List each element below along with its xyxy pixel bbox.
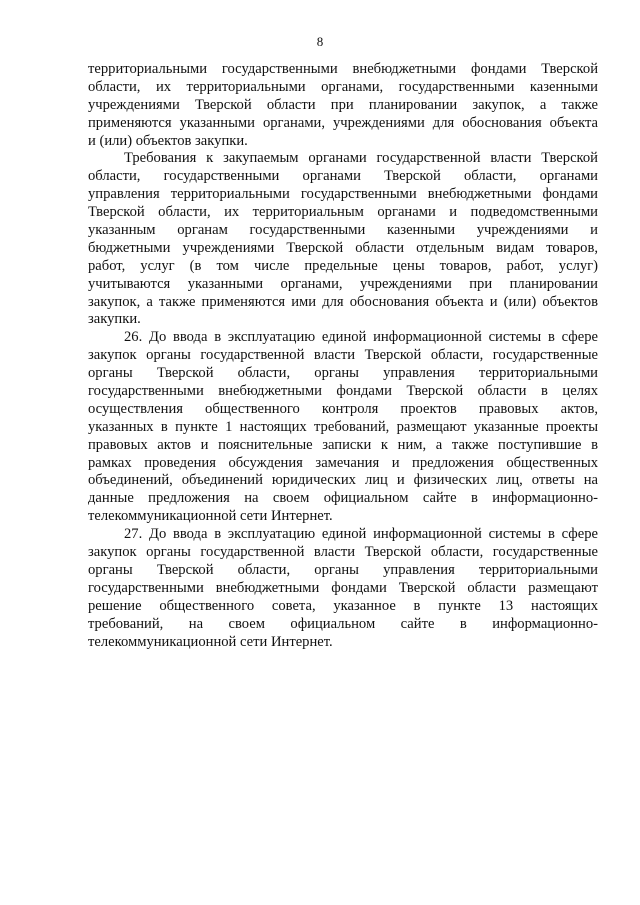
text-line: 26. До ввода в эксплуатацию единой информационной системы в сфере [124, 329, 598, 346]
text-line: области, государственными органами Тверской области, органами [88, 168, 598, 185]
text-line: учитываются указанными органами, учреждениями при планировании [88, 275, 598, 292]
text-line: указанным органам государственными казенными учреждениями и [88, 222, 598, 239]
text-line: осуществления общественного контроля проектов правовых актов, [88, 400, 598, 417]
text-line: применяются указанными органами, учреждениями для обоснования объекта [88, 114, 598, 131]
paragraph-p1-continuation [88, 61, 598, 150]
text-line: государственными внебюджетными фондами Тверской области размещают [88, 579, 598, 596]
document-body [88, 61, 598, 651]
paragraph-p2-requirements [88, 150, 598, 329]
text-line: и (или) объектов закупки. [88, 132, 248, 149]
text-line: органы Тверской области, органы управления территориальными [88, 365, 598, 382]
text-line: 27. До ввода в эксплуатацию единой информационной системы в сфере [124, 526, 598, 543]
text-line: телекоммуникационной сети Интернет. [88, 633, 333, 650]
page-number: 8 [316, 34, 324, 49]
text-line: данные предложения на своем официальном сайте в информационно- [88, 490, 598, 507]
text-line: государственными внебюджетными фондами Тверской области в целях [88, 383, 598, 400]
text-line: бюджетными учреждениями Тверской области отдельным видам товаров, [88, 239, 598, 256]
text-line: области, их территориальными органами, государственными казенными [88, 78, 598, 95]
paragraph-p4-item-27 [88, 526, 598, 651]
text-line: решение общественного совета, указанное в пункте 13 настоящих [88, 597, 598, 614]
text-line: телекоммуникационной сети Интернет. [88, 508, 333, 525]
text-line: требований, на своем официальном сайте в информационно- [88, 615, 598, 632]
text-line: рамках проведения обсуждения замечания и предложения общественных [88, 454, 598, 471]
text-line: учреждениями Тверской области при планировании закупок, а также [88, 96, 598, 113]
text-line: закупки. [88, 311, 141, 328]
text-line: указанных в пункте 1 настоящих требований, размещают указанные проекты [88, 418, 598, 435]
text-line: Тверской области, их территориальным органами и подведомственными [88, 204, 598, 221]
text-line: территориальными государственными внебюджетными фондами Тверской [88, 61, 598, 77]
text-line: закупок, а также применяются ими для обоснования объекта и (или) объектов [88, 293, 598, 310]
text-line: правовых актов и пояснительные записки к ним, а также поступившие в [88, 436, 598, 453]
text-line: управления территориальными государственными внебюджетными фондами [88, 186, 598, 203]
text-line: закупок органы государственной власти Тверской области, государственные [88, 544, 598, 561]
text-line: работ, услуг (в том числе предельные цены товаров, работ, услуг) [88, 257, 598, 274]
text-line: Требования к закупаемым органами государственной власти Тверской [124, 150, 598, 167]
text-line: закупок органы государственной власти Тверской области, государственные [88, 347, 598, 364]
text-line: органы Тверской области, органы управления территориальными [88, 561, 598, 578]
text-line: объединений, объединений юридических лиц и физических лиц, ответы на [88, 472, 598, 489]
paragraph-p3-item-26 [88, 329, 598, 526]
